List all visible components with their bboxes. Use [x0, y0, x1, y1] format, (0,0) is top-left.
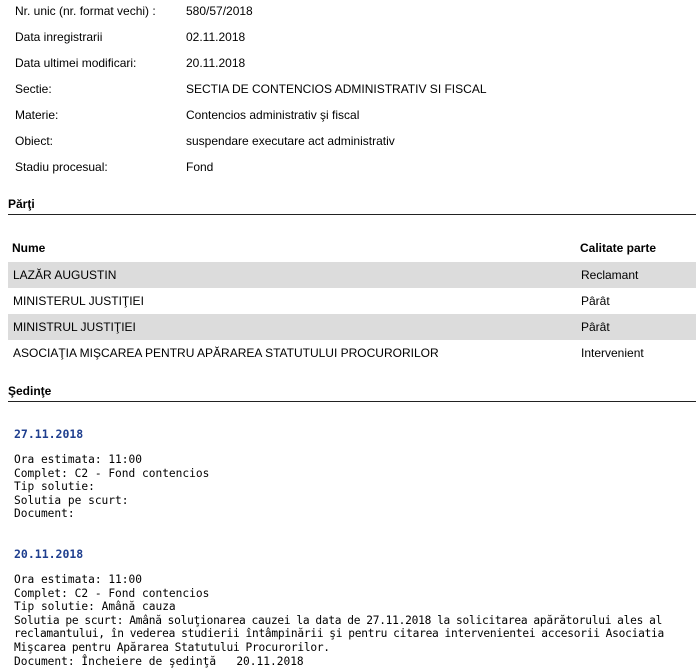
hearing-solutia-label: Solutia pe scurt:	[14, 613, 124, 627]
hearing-complet-value: C2 - Fond contencios	[74, 586, 210, 600]
hearing-ora-value: 11:00	[108, 453, 142, 466]
hearing-document-value: Încheiere de şedinţă	[81, 654, 217, 668]
hearing-document-label: Document:	[14, 654, 75, 668]
hearing-ora-value: 11:00	[108, 573, 142, 586]
hearing-ora	[14, 573, 698, 587]
info-value: Fond	[186, 160, 214, 174]
hearing-tip	[14, 480, 698, 494]
info-label: Data ultimei modificari:	[15, 56, 137, 70]
parti-section-title: Părţi	[8, 197, 35, 211]
info-value: 580/57/2018	[186, 4, 253, 18]
table-row	[8, 314, 696, 340]
hearing-solutia	[14, 494, 698, 508]
hearing-ora-label: Ora estimata:	[14, 573, 102, 586]
parti-header-role: Calitate parte	[580, 241, 657, 255]
info-value: SECTIA DE CONTENCIOS ADMINISTRATIV SI FISCAL	[186, 82, 487, 96]
hearing-complet-label: Complet:	[14, 466, 68, 480]
info-label: Sectie:	[15, 82, 52, 96]
hearing-tip-label: Tip solutie:	[14, 480, 95, 494]
hearing-complet-value: C2 - Fond contencios	[74, 466, 210, 480]
table-row	[8, 288, 696, 314]
hearing-solutia-label: Solutia pe scurt:	[14, 493, 129, 507]
party-role: Intervenient	[581, 346, 644, 360]
info-label: Obiect:	[15, 134, 54, 148]
party-name: ASOCIAŢIA MIŞCAREA PENTRU APĂRAREA STATUTULUI PROCURORILOR	[13, 346, 439, 360]
hearing-tip-value: Amână cauza	[101, 600, 176, 614]
info-value: 20.11.2018	[186, 56, 246, 70]
hearing-document-label: Document:	[14, 507, 75, 521]
hearing-complet	[14, 467, 698, 481]
hearing-document-date: 20.11.2018	[236, 654, 304, 668]
info-label: Stadiu procesual:	[15, 160, 108, 174]
info-value: 02.11.2018	[186, 30, 246, 44]
party-role: Reclamant	[581, 268, 639, 282]
parti-header-name: Nume	[12, 241, 46, 255]
info-label: Materie:	[15, 108, 59, 122]
info-label: Nr. unic (nr. format vechi) :	[15, 4, 156, 18]
hearing-ora-label: Ora estimata:	[14, 453, 102, 466]
hearing-date: 20.11.2018	[14, 547, 84, 561]
hearing-date: 27.11.2018	[14, 427, 84, 441]
party-name: LAZĂR AUGUSTIN	[13, 268, 117, 282]
hearing-solutia	[14, 614, 698, 655]
info-value: Contencios administrativ şi fiscal	[186, 108, 360, 122]
table-row	[8, 262, 696, 288]
hearing-complet-label: Complet:	[14, 586, 68, 600]
hearing-details	[14, 573, 698, 668]
party-role: Pârât	[581, 320, 610, 334]
sedinte-section-title: Şedinţe	[8, 384, 52, 398]
table-row	[8, 340, 696, 366]
hearing-complet	[14, 587, 698, 601]
hearing-document	[14, 507, 698, 521]
hearing-solutia-value: Amână soluţionarea cauzei la data de 27.11.2018 la solicitarea apărătorului ales al reclamantului, în vederea studierii întâmpinării şi pentru citarea intervenientei accesorii Asociatia Mişcarea pentru Apărarea Statutului Procurorilor.	[14, 613, 665, 654]
hearing-ora	[14, 453, 698, 467]
hearing-tip-label: Tip solutie:	[14, 600, 95, 614]
hearing-details	[14, 453, 698, 521]
hearing-tip	[14, 600, 698, 614]
party-name: MINISTERUL JUSTIŢIEI	[13, 294, 144, 308]
party-name: MINISTRUL JUSTIŢIEI	[13, 320, 136, 334]
party-role: Pârât	[581, 294, 610, 308]
info-label: Data inregistrarii	[15, 30, 103, 44]
parti-divider	[8, 214, 696, 215]
hearing-document	[14, 655, 698, 668]
sedinte-divider	[8, 401, 696, 402]
info-value: suspendare executare act administrativ	[186, 134, 395, 148]
